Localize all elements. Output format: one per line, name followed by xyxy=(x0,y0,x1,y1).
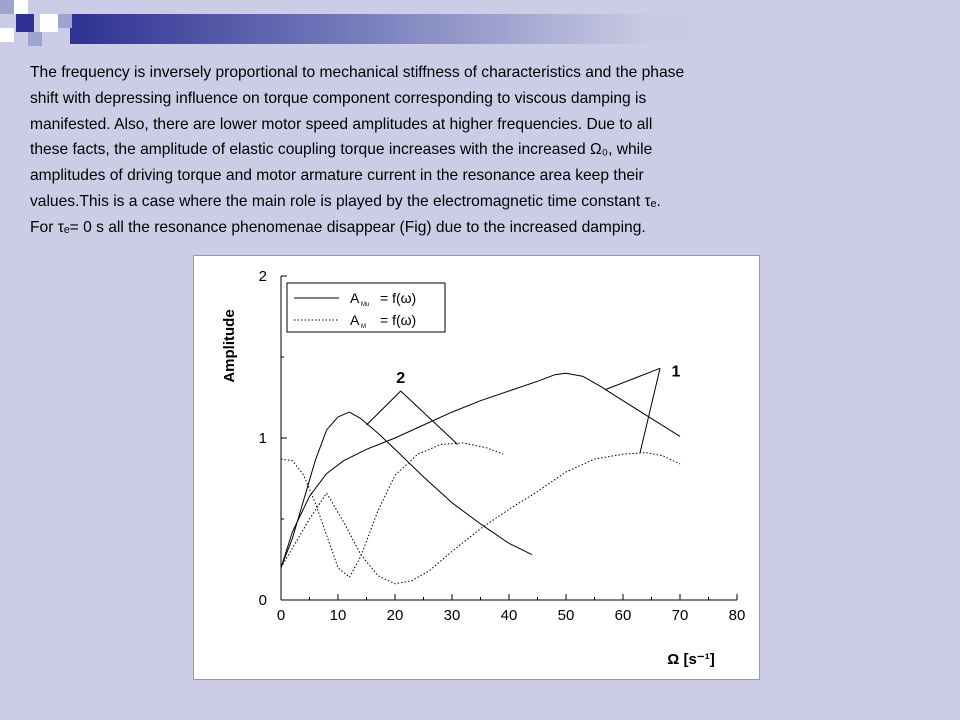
chart-annotations xyxy=(367,363,681,452)
deco-square-4 xyxy=(40,14,58,32)
leader-line-1b xyxy=(640,368,660,452)
legend-label: A xyxy=(350,312,360,328)
x-tick-label: 30 xyxy=(443,607,461,624)
body-paragraph xyxy=(30,60,937,241)
deco-square-6 xyxy=(28,32,42,46)
figure-chart xyxy=(193,255,760,680)
series-line-2-solid xyxy=(281,412,532,567)
chart-lines xyxy=(281,373,680,584)
legend-label-subscript: Mu xyxy=(361,302,370,308)
x-tick-label: 40 xyxy=(500,607,518,624)
leader-line-2b xyxy=(401,391,458,444)
header-gradient-bar xyxy=(70,14,960,44)
paragraph-line: manifested. Also, there are lower motor speed amplitudes at higher frequencies. Due to all xyxy=(30,115,653,133)
x-tick-label: 50 xyxy=(557,607,575,624)
annotation-label-1: 1 xyxy=(671,363,681,381)
x-tick-label: 60 xyxy=(614,607,632,624)
series-line-1-solid xyxy=(281,373,680,567)
chart-legend xyxy=(287,283,445,332)
paragraph-line: For τₑ= 0 s all the resonance phenomenae disappear (Fig) due to the increased damping. xyxy=(30,218,646,236)
paragraph-line: shift with depressing influence on torque component corresponding to viscous damping is xyxy=(30,89,647,107)
y-tick-label: 2 xyxy=(258,268,267,285)
y-axis-label: Amplitude xyxy=(221,309,238,383)
x-tick-label: 20 xyxy=(386,607,404,624)
y-tick-label: 0 xyxy=(258,592,267,609)
deco-square-1 xyxy=(0,0,14,14)
x-tick-label: 0 xyxy=(276,607,286,624)
annotation-label-2: 2 xyxy=(396,370,406,388)
paragraph-line: The frequency is inversely proportional to mechanical stiffness of characteristics and the phase xyxy=(30,64,685,81)
paragraph-line: values.This is a case where the main role is played by the electromagnetic time constant τₑ. xyxy=(30,192,661,210)
deco-square-3 xyxy=(16,14,34,32)
x-tick-label: 80 xyxy=(728,607,746,624)
deco-square-5 xyxy=(58,14,72,28)
deco-square-2 xyxy=(14,0,28,14)
legend-label: A xyxy=(350,290,360,306)
chart-svg xyxy=(194,256,759,679)
deco-square-7 xyxy=(0,28,14,42)
legend-label-equation: = f(ω) xyxy=(380,290,417,306)
x-tick-label: 70 xyxy=(671,607,689,624)
paragraph-line: these facts, the amplitude of elastic coupling torque increases with the increased Ω₀, while xyxy=(30,141,653,159)
legend-label-subscript: M xyxy=(361,324,366,330)
leader-line-2a xyxy=(367,391,401,425)
leader-line-1a xyxy=(606,368,660,389)
legend-label-equation: = f(ω) xyxy=(380,312,417,328)
series-line-1-dotted xyxy=(281,453,680,584)
x-axis-label: Ω [s⁻¹] xyxy=(667,651,715,668)
paragraph-line: amplitudes of driving torque and motor armature current in the resonance area keep their xyxy=(30,167,644,185)
x-tick-label: 10 xyxy=(329,607,347,624)
y-tick-label: 1 xyxy=(258,430,267,447)
